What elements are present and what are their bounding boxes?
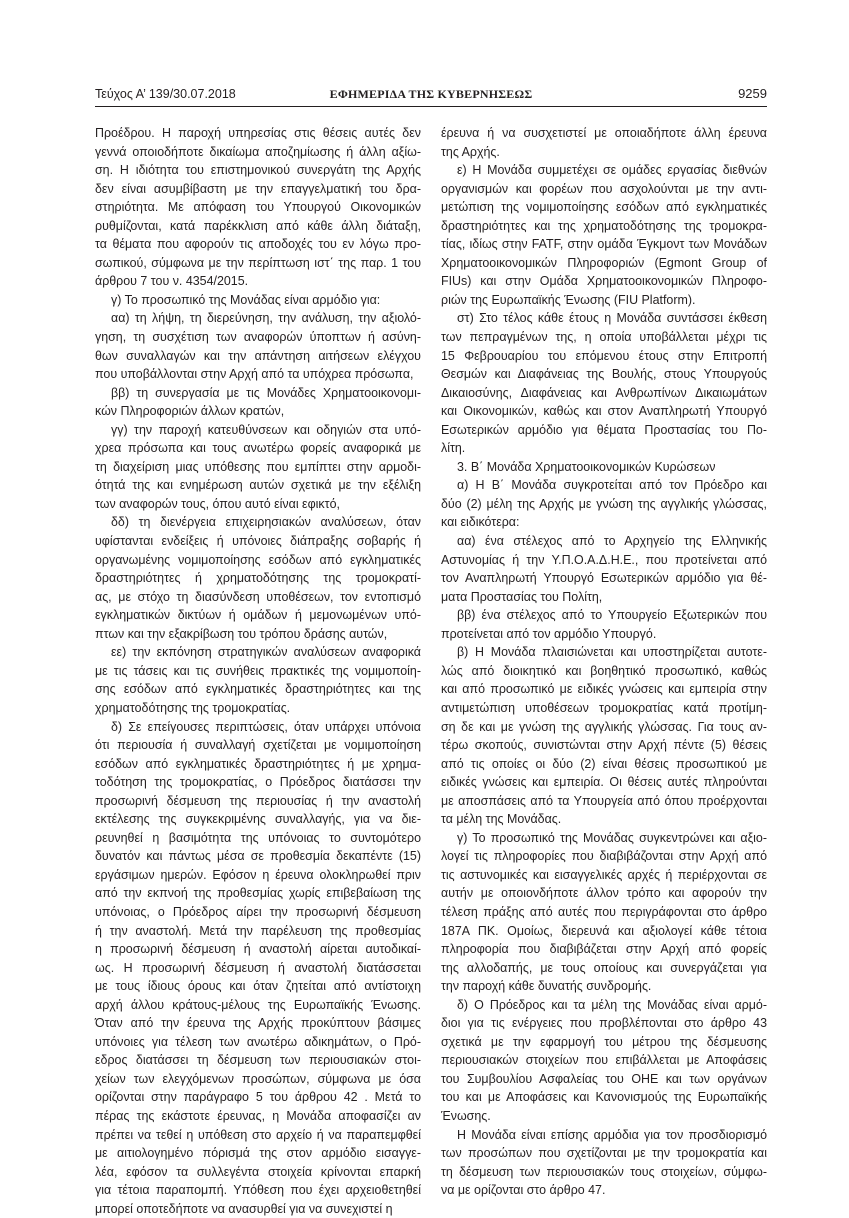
text-line: και ειδικότερα: xyxy=(441,515,520,530)
text-line: άρθρου 7 του ν. 4354/2015. xyxy=(95,274,249,289)
text-line: πρέπει να τεθεί η υπόθεση στο αρχείο ή να παραπεμφθεί xyxy=(95,1127,421,1142)
text-line: δύο (2) μέλη της Αρχής με γνώση της αγγλικής γλώσσας, xyxy=(441,496,767,511)
text-line: αυτήν με οποιονδήποτε άλλον τρόπο και αφορούν την xyxy=(441,886,767,901)
text-line: ε) Η Μονάδα συμμετέχει σε ομάδες εργασίας διεθνών xyxy=(457,163,767,178)
right-text-column xyxy=(441,124,767,1200)
text-line: τέρω σκοπούς, συνιστώνται στην Αρχή πέντε (5) θέσεις xyxy=(441,738,767,753)
text-line: τις αστυνομικές και εισαγγελικές αρχές ή περιέρχονται σε xyxy=(441,867,767,882)
text-line: διοι για τις ενέργειες που προβλέπονται στο άρθρο 43 xyxy=(441,1016,767,1031)
text-line: προσωρινή δέσμευση της περιουσίας ή την αναστολή xyxy=(95,793,421,808)
text-line: υπόνοιας, ο Πρόεδρος αίρει την προσωρινή δέσμευση xyxy=(95,904,421,919)
text-line: στ) Στο τέλος κάθε έτους η Μονάδα συντάσσει έκθεση xyxy=(457,311,767,326)
text-line: αντιμετώπιση υποθέσεων τρομοκρατίας κατά προτίμη- xyxy=(441,700,767,715)
text-line: από την εκπνοή της προθεσμίας χωρίς επιβεβαίωση της xyxy=(95,886,421,901)
text-line: πληροφορία που διαβιβάζεται στην Αρχή από φορείς xyxy=(441,942,767,957)
text-line: δυνατόν και πάντως μέσα σε προθεσμία δεκαπέντε (15) xyxy=(95,849,421,864)
text-line: ββ) ένα στέλεχος από το Υπουργείο Εξωτερικών που xyxy=(457,608,767,623)
text-line: ως. Η προσωρινή δέσμευση ή αναστολή διατάσσεται xyxy=(95,960,421,975)
text-line: τα θέματα που αφορούν τις αποδοχές του εν λόγω προ- xyxy=(95,237,421,252)
text-line: τη διαχείριση μιας υπόθεσης που εμπίπτει στην αρμοδι- xyxy=(95,459,421,474)
text-line: ή την αναστολή. Μετά την παρέλευση της προθεσμίας xyxy=(95,923,421,938)
text-line: τη δέσμευση των περιουσιακών τους στοιχείων, σύμφω- xyxy=(441,1164,767,1179)
text-line: την παροχή κάθε δυνατής συνδρομής. xyxy=(441,979,652,994)
text-line: γ) Το προσωπικό της Μονάδας συγκεντρώνει και αξιο- xyxy=(457,830,767,845)
text-line: 3. Β΄ Μονάδα Χρηματοοικονομικών Κυρώσεων xyxy=(457,459,716,474)
text-line: Χρηματοοικονομικών Πληροφοριών (Egmont Group of xyxy=(441,255,767,270)
text-line: αα) τη λήψη, τη διερεύνηση, την ανάλυση, την αξιολό- xyxy=(111,311,421,326)
header-divider xyxy=(95,106,767,107)
text-line: δραστηριότητες και της χρηματοδότησης της τρομοκρα- xyxy=(441,218,767,233)
text-line: εκτέλεσης της συγκεκριμένης συναλλαγής, για να διε- xyxy=(95,812,421,827)
text-line: προτείνεται από τον αρμόδιο Υπουργό. xyxy=(441,626,657,641)
left-text-column xyxy=(95,124,421,1218)
text-line: σχετικά με την εφαρμογή του μέτρου της δέσμευσης xyxy=(441,1034,767,1049)
text-line: τίας, ιδίως στην FATF, στην ομάδα Έγκμοντ των Μονάδων xyxy=(441,237,767,252)
text-line: ότητά της και ενημέρωση αυτών σχετικά με την εξέλιξη xyxy=(95,478,421,493)
text-line: γεννά οποιοδήποτε δικαίωμα αποζημίωσης ή άλλη αξίω- xyxy=(95,144,421,159)
text-line: να με ορίζονται στο άρθρο 47. xyxy=(441,1183,606,1198)
text-line: Δικαιοσύνης, Διαφάνειας και Ανθρωπίνων Δικαιωμάτων xyxy=(441,385,767,400)
text-line: με τους ίδιους όρους και όταν ζητείται από αντίστοιχη xyxy=(95,979,421,994)
text-line: λώς από διοικητικό και βοηθητικό προσωπικό, καθώς xyxy=(441,663,767,678)
text-line: τα μέλη της Μονάδας. xyxy=(441,812,562,827)
text-line: για τέτοια παραπομπή. Υπόθεση που έχει αρχειοθετηθεί xyxy=(95,1183,421,1198)
text-line: δ) Σε επείγουσες περιπτώσεις, όταν υπάρχει υπόνοια xyxy=(111,719,421,734)
text-line: με τις τάσεις και τις συνήθεις πρακτικές της νομιμοποίη- xyxy=(95,663,421,678)
text-line: Αστυνομίας ή την Υ.Π.Ο.Α.Δ.Η.Ε., που προτείνεται από xyxy=(441,552,767,567)
text-line: χρεα πρόσωπα και τους ανωτέρω φορείς αναφορικά με xyxy=(95,441,421,456)
text-line: και Οικονομικών, καθώς και στον Αναπληρωτή Υπουργό xyxy=(441,404,767,419)
text-line: χρηματοδότησης της τρομοκρατίας. xyxy=(95,700,291,715)
text-line: ρευνηθεί η βασιμότητα της υπόνοιας το συντομότερο xyxy=(95,830,421,845)
text-line: λίτη. xyxy=(441,441,466,456)
text-line: περιουσιακών στοιχείων που επιβάλλεται με Αποφάσεις xyxy=(441,1053,767,1068)
text-line: 15 Φεβρουαρίου του επόμενου έτους στην Επιτροπή xyxy=(441,348,767,363)
text-line: μετώπιση της νομιμοποίησης εσόδων από εγκληματικές xyxy=(441,200,767,215)
text-line: κών Πληροφοριών άλλων κρατών, xyxy=(95,404,285,419)
text-line: τοδότηση της τρομοκρατίας, ο Πρόεδρος διατάσσει την xyxy=(95,775,421,790)
text-line: Η Μονάδα είναι επίσης αρμόδια για τον προσδιορισμό xyxy=(457,1127,767,1142)
text-line: με αποσπάσεις από τα Υπουργεία από όπου προέρχονται xyxy=(441,793,767,808)
gazette-title: ΕΦΗΜΕΡΙΔΑ ΤΗΣ ΚΥΒΕΡΝΗΣΕΩΣ xyxy=(329,87,533,101)
text-line: αα) ένα στέλεχος από το Αρχηγείο της Ελληνικής xyxy=(457,534,767,549)
text-line: και από προσωπικό με ειδικές γνώσεις και εμπειρία στην xyxy=(441,682,767,697)
text-line: του και με Αποφάσεις και Κανονισμούς της Ευρωπαϊκής xyxy=(441,1090,767,1105)
text-line: εε) την εκπόνηση στρατηγικών αναλύσεων αναφορικά xyxy=(111,645,421,660)
text-line: ριών της Ευρωπαϊκής Ένωσης (FIU Platform). xyxy=(441,292,696,307)
text-line: σης εσόδων από εγκληματικές δραστηριότητες και της xyxy=(95,682,421,697)
text-line: ειδικές γνώσεις και εμπειρία. Οι θέσεις αυτές πληρούνται xyxy=(441,775,767,790)
text-line: Ένωσης. xyxy=(441,1108,491,1123)
text-line: α) Η Β΄ Μονάδα συγκροτείται από τον Πρόεδρο και xyxy=(457,478,767,493)
page-header xyxy=(95,84,767,104)
text-line: γηση, τη συσχέτιση των αναφορών ύποπτων ή ασύνη- xyxy=(95,330,421,345)
page-number: 9259 xyxy=(738,86,767,101)
text-line: Προέδρου. Η παροχή υπηρεσίας στις θέσεις αυτές δεν xyxy=(95,126,421,140)
text-line: λογεί τις πληροφορίες που διαβιβάζονται στην Αρχή από xyxy=(441,849,767,864)
text-line: από τις οποίες οι δύο (2) είναι θέσεις προσωπικού με xyxy=(441,756,767,771)
text-line: FIUs) και στην Ομάδα Χρηματοοικονομικών Πληροφο- xyxy=(441,274,767,289)
text-line: δ) Ο Πρόεδρος και τα μέλη της Μονάδας είναι αρμό- xyxy=(457,997,767,1012)
text-line: αρχή άλλου κράτους-μέλους της Ευρωπαϊκής Ένωσης. xyxy=(95,997,421,1012)
text-line: οργανισμών και φορέων που ασχολούνται με την αντι- xyxy=(441,181,767,196)
text-line: της Αρχής. xyxy=(441,144,500,159)
text-line: 187Α ΠΚ. Ομοίως, διερευνά και αξιολογεί κάθε τέτοια xyxy=(441,923,767,938)
text-line: χείων των ελεγχόμενων προσώπων, σύμφωνα με όσα xyxy=(95,1071,421,1086)
text-line: υπόνοιες για τέλεση των ανωτέρω αδικημάτων, ο Πρό- xyxy=(95,1034,421,1049)
text-line: γγ) την παροχή κατευθύνσεων και οδηγιών στα υπό- xyxy=(111,422,421,437)
text-line: ας, με στόχο τη διασύνδεση υποθέσεων, τον εντοπισμό xyxy=(95,589,421,604)
text-line: Θεσμών και Διαφάνειας της Βουλής, στους Υπουργούς xyxy=(441,367,767,382)
text-line: εγκληματικών δικτύων ή ομάδων ή μεμονωμένων υπό- xyxy=(95,608,421,623)
text-line: εργάσιμων ημερών. Εφόσον η έρευνα ολοκληρωθεί πριν xyxy=(95,867,421,882)
text-line: δεν είναι ασυμβίβαστη με την επαγγελματική του δρα- xyxy=(95,181,421,196)
text-line: θων συναλλαγών και την απάντηση αιτήσεων ελέγχου xyxy=(95,348,421,363)
text-line: δδ) τη διενέργεια επιχειρησιακών αναλύσεων, όταν xyxy=(111,515,421,530)
text-line: των προσώπων που σχετίζονται με την τρομοκρατία και xyxy=(441,1146,767,1161)
text-line: η προσωρινή δέσμευση ή αναστολή αίρεται αυτοδικαί- xyxy=(95,942,421,957)
text-line: στηριότητα. Με απόφαση του Υπουργού Οικονομικών xyxy=(95,200,421,215)
text-line: με αιτιολογημένο πόρισμά της στον αρμόδιο εισαγγε- xyxy=(95,1146,421,1161)
text-line: ματα Προστασίας του Πολίτη, xyxy=(441,589,603,604)
text-line: σωπικού, σύμφωνα με την περίπτωση ιστ΄ της παρ. 1 του xyxy=(95,255,421,270)
text-line: τον Αναπληρωτή Υπουργό Εσωτερικών αρμόδιο για θέ- xyxy=(441,571,767,586)
text-line: τέλεση πράξης από αυτές που περιγράφονται στο άρθρο xyxy=(441,904,767,919)
text-line: εδρος διατάσσει τη δέσμευση των περιουσιακών στοι- xyxy=(95,1053,421,1068)
text-line: μπορεί οποτεδήποτε να ανασυρθεί για να συνεχιστεί η xyxy=(95,1201,393,1216)
text-line: οργανωμένης νομιμοποίησης εσόδων από εγκληματικές xyxy=(95,552,421,567)
text-line: πτων και την εξακρίβωση του τρόπου δράσης αυτών, xyxy=(95,626,388,641)
text-line: ορίζονται στην παράγραφο 5 του άρθρου 42 . Μετά το xyxy=(95,1090,421,1105)
text-line: πέρας της εκάστοτε έρευνας, η Μονάδα αποφασίζει αν xyxy=(95,1108,421,1123)
issue-label: Τεύχος Α’ 139/30.07.2018 xyxy=(95,87,236,101)
text-line: ότι περιουσία ή συναλλαγή σχετίζεται με νομιμοποίηση xyxy=(95,738,421,753)
text-line: β) Η Μονάδα πλαισιώνεται και υποστηρίζεται αυτοτε- xyxy=(457,645,767,660)
text-line: του Συμβουλίου Ασφαλείας του ΟΗΕ και των οργάνων xyxy=(441,1071,767,1086)
text-line: Όταν από την έρευνα της Αρχής προκύπτουν βάσιμες xyxy=(95,1016,421,1031)
text-line: ση. Η ιδιότητα του επιστημονικού συνεργάτη της Αρχής xyxy=(95,163,421,178)
text-line: υφίστανται ενδείξεις ή υπόνοιες διάπραξης σοβαρής ή xyxy=(95,534,421,549)
text-line: των πεπραγμένων της, η οποία υποβάλλεται μέχρι τις xyxy=(441,330,767,345)
text-line: Εσωτερικών αρμόδιο για θέματα Προστασίας του Πο- xyxy=(441,422,767,437)
text-line: δραστηριότητες ή χρηματοδότησης της τρομοκρατί- xyxy=(95,571,421,586)
text-line: που υποβάλλονται στην Αρχή από τα υπόχρεα πρόσωπα, xyxy=(95,367,414,382)
text-line: της αλλοδαπής, με τους οποίους και συνεργάζεται για xyxy=(441,960,767,975)
text-line: των αναφορών τους, όπου αυτό είναι εφικτό, xyxy=(95,496,340,511)
text-line: ρυθμίζονται, κατά παρέκκλιση από κάθε άλλη διάταξη, xyxy=(95,218,421,233)
text-line: ββ) τη συνεργασία με τις Μονάδες Χρηματοοικονομι- xyxy=(111,385,421,400)
text-line: γ) Το προσωπικό της Μονάδας είναι αρμόδιο για: xyxy=(111,292,381,307)
text-line: εσόδων από εγκληματικές δραστηριότητες ή με χρημα- xyxy=(95,756,421,771)
text-line: λέα, εφόσον τα συλλεγέντα στοιχεία κρίνονται επαρκή xyxy=(95,1164,421,1179)
text-line: ση δε και με γνώση της αγγλικής γλώσσας. Για τους αν- xyxy=(441,719,767,734)
text-line: έρευνα ή να συσχετιστεί με οποιαδήποτε άλλη έρευνα xyxy=(441,126,767,140)
